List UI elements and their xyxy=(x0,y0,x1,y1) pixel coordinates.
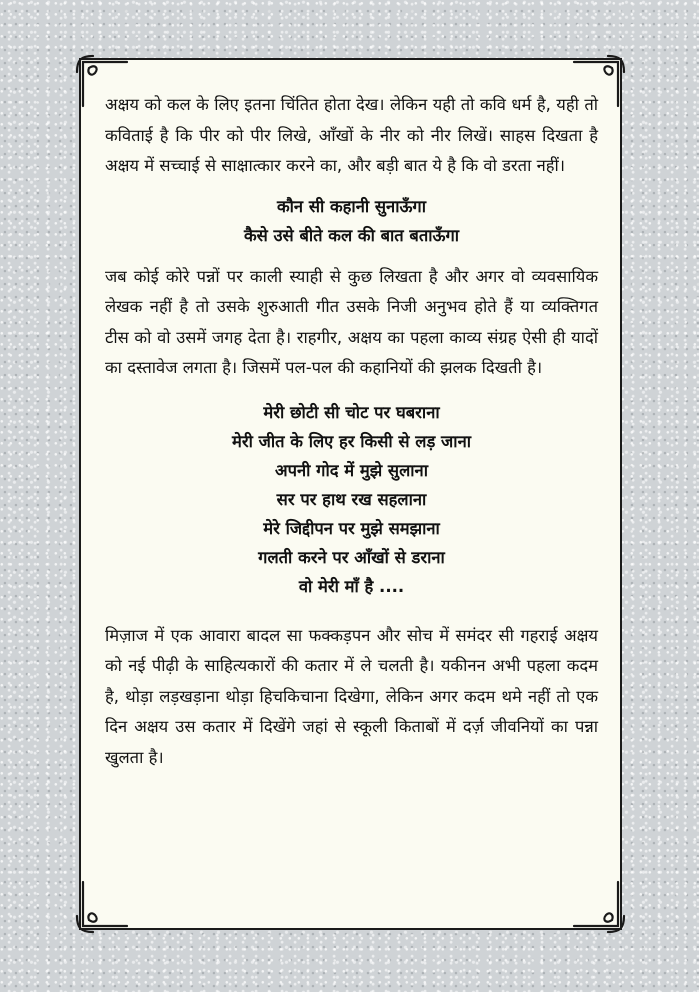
page-frame xyxy=(79,58,622,930)
paragraph-2: जब कोई कोरे पन्नों पर काली स्याही से कुछ लिखता है और अगर वो व्यवसायिक लेखक नहीं है तो उसके शुरुआती गीत उसके निजी अनुभव होते हैं या व्यक्तिगत टीस को वो उसमें जगह देता है। राहगीर, अक्षय का पहला काव्य संग्रह ऐसी ही यादों का दस्तावेज लगता है। जिसमें पल-पल की कहानियों की झलक दिखती है। xyxy=(105,266,598,377)
verse-block-2 xyxy=(105,398,598,601)
corner-ornament xyxy=(73,880,129,936)
verse-block-1 xyxy=(105,192,598,250)
verse-line: मेरे जिद्दीपन पर मुझे समझाना xyxy=(263,518,440,538)
verse-line: गलती करने पर आँखों से डराना xyxy=(258,547,445,567)
paragraph-3: मिज़ाज में एक आवारा बादल सा फक्कड़पन और सोच में समंदर सी गहराई अक्षय को नई पीढ़ी के साहित्यकारों की कतार में ले चलती है। यकीनन अभी पहला कदम है, थोड़ा लड़खड़ाना थोड़ा हिचकिचाना दिखेगा, लेकिन अगर कदम थमे नहीं तो एक दिन अक्षय उस कतार में दिखेंगे जहां से स्कूली किताबों में दर्ज़ जीवनियों का पन्ना खुलता है। xyxy=(105,625,598,767)
verse-line: मेरी जीत के लिए हर किसी से लड़ जाना xyxy=(231,431,472,451)
verse-line: कैसे उसे बीते कल की बात बताऊँगा xyxy=(243,225,460,245)
verse-line: मेरी छोटी सी चोट पर घबराना xyxy=(263,402,440,422)
verse-line: अपनी गोद में मुझे सुलाना xyxy=(275,460,428,480)
corner-ornament xyxy=(572,880,628,936)
verse-line: वो मेरी माँ है .... xyxy=(298,576,405,596)
verse-line: सर पर हाथ रख सहलाना xyxy=(276,489,427,509)
verse-line: कौन सी कहानी सुनाऊँगा xyxy=(276,196,426,216)
paragraph-1: अक्षय को कल के लिए इतना चिंतित होता देख। लेकिन यही तो कवि धर्म है, यही तो कविताई है कि पीर को पीर लिखे, आँखों के नीर को नीर लिखें। साहस दिखता है अक्षय में सच्चाई से साक्षात्कार करने का, और बड़ी बात ये है कि वो डरता नहीं। xyxy=(105,95,598,175)
text-body xyxy=(105,90,598,783)
